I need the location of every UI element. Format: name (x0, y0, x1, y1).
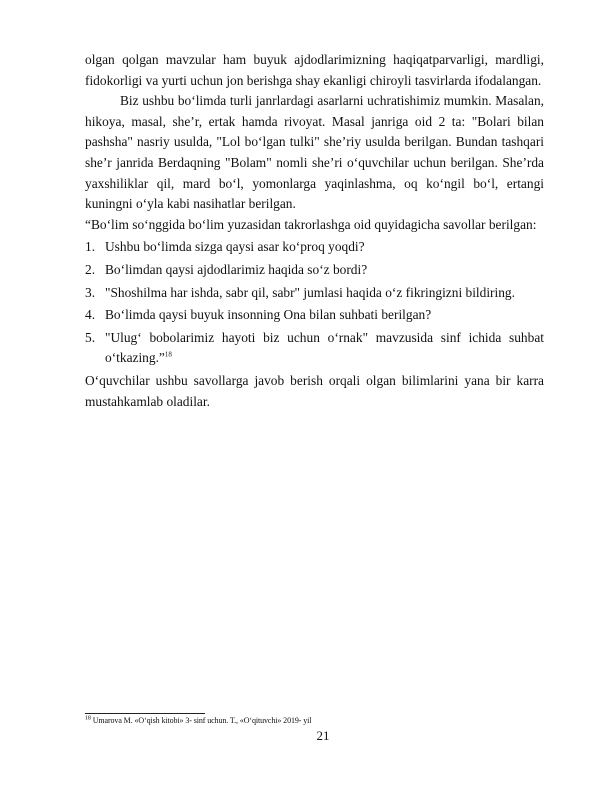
paragraph-genres: Biz ushbu bo‘limda turli janrlardagi asarlarni uchratishimiz mumkin. Masalan, hikoya, masal, she’r, ertak hamda rivoyat. Masal janriga oid 2 ta: "Bolari bilan pashsha" nasriy usulda, "Lol bo‘lgan tulki" she’riy usulda berilgan. Bundan tashqari she’r janrida Berdaqning "Bolam" nomli she’ri o‘quvchilar uchun berilgan. She’rda yaxshiliklar qil, mard bo‘l, yomonlarga yaqinlashma, oq ko‘ngil bo‘l, ertangi kuningni o‘yla kabi nasihatlar berilgan. (85, 93, 544, 212)
list-item-number: 5. (85, 329, 96, 345)
footnote-reference[interactable]: 18 (164, 350, 172, 359)
footnote-text: Umarova M. «O‘qish kitobi» 3- sinf uchun. T., «O‘qituvchi» 2019- yil (92, 716, 312, 725)
list-item-text: "Shoshilma har ishda, sabr qil, sabr" jumlasi haqida o‘z fikringizni bildiring. (105, 284, 515, 300)
paragraph-conclusion: O‘quvchilar ushbu savollarga javob berish orqali olgan bilimlarini yana bir karra mustahkamlab oladilar. (85, 372, 544, 409)
paragraph-continuation: olgan qolgan mavzular ham buyuk ajdodlarimizning haqiqatparvarligi, mardligi, fidokorligi va yurti uchun jon berishga shay ekanligi chiroyli tasvirlarda ifodalangan. (85, 52, 544, 88)
list-item (85, 283, 544, 304)
paragraph-questions-intro: “Bo‘lim so‘nggida bo‘lim yuzasidan takrorlashga oid quyidagicha savollar berilgan: (85, 216, 537, 232)
list-item-number: 1. (85, 239, 96, 255)
footnote (85, 716, 544, 726)
questions-list (85, 237, 544, 369)
list-item (85, 328, 544, 369)
list-item (85, 260, 544, 281)
list-item-text: Bo‘limdan qaysi ajdodlarimiz haqida so‘z bordi? (105, 261, 368, 277)
list-item-number: 2. (85, 261, 96, 277)
list-item-number: 4. (85, 307, 96, 323)
list-item-text: "Ulug‘ bobolarimiz hayoti biz uchun o‘rnak" mavzusida sinf ichida suhbat o‘tkazing.” (105, 329, 544, 366)
page-body (85, 50, 544, 412)
list-item-text: Ushbu bo‘limda sizga qaysi asar ko‘proq yoqdi? (105, 239, 365, 255)
list-item (85, 237, 544, 258)
footnote-marker: 18 (85, 715, 91, 722)
footnote-divider (85, 713, 205, 714)
page-number: 21 (316, 728, 330, 743)
list-item (85, 305, 544, 326)
list-item-number: 3. (85, 284, 96, 300)
list-item-text: Bo‘limda qaysi buyuk insonning Ona bilan suhbati berilgan? (105, 307, 432, 323)
